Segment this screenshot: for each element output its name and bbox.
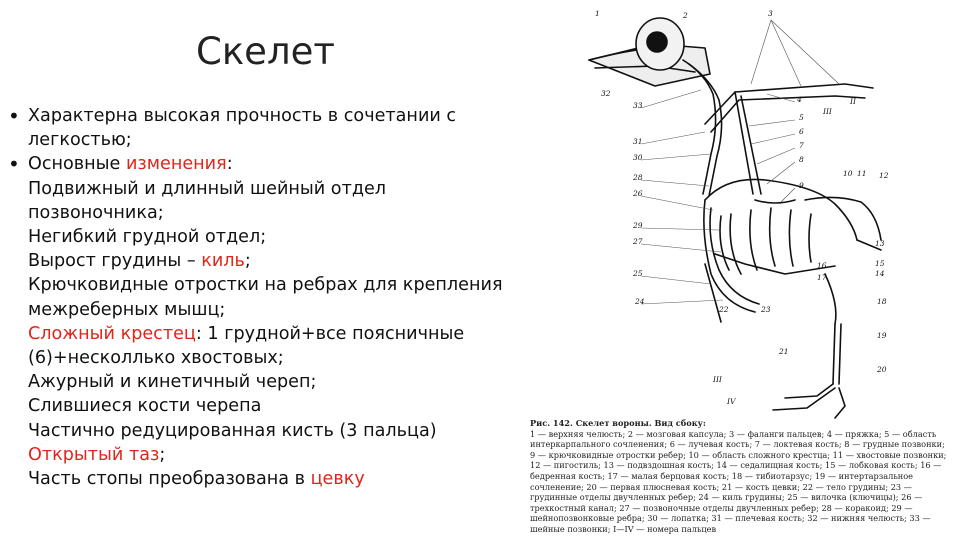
feature-line: Негибкий грудной отдел; bbox=[28, 227, 267, 248]
bullet-icon: • bbox=[8, 152, 20, 177]
svg-text:IV: IV bbox=[727, 397, 736, 406]
svg-text:16: 16 bbox=[817, 261, 827, 270]
svg-text:18: 18 bbox=[877, 297, 887, 306]
svg-text:27: 27 bbox=[633, 237, 643, 246]
caption-title: Рис. 142. Скелет вороны. Вид сбоку: bbox=[530, 418, 706, 428]
slide-title: Скелет bbox=[196, 30, 335, 73]
feature-line: Слившиеся кости черепа bbox=[28, 396, 262, 417]
svg-text:4: 4 bbox=[797, 95, 802, 104]
feature-line: Частично редуцированная кисть (3 пальца) bbox=[28, 420, 437, 441]
feature-line: Вырост грудины – bbox=[28, 251, 202, 272]
svg-text:17: 17 bbox=[817, 273, 827, 282]
svg-text:24: 24 bbox=[635, 297, 645, 306]
svg-text:25: 25 bbox=[633, 269, 643, 278]
feature-line: Ажурный и кинетичный череп; bbox=[28, 372, 317, 393]
svg-text:11: 11 bbox=[857, 169, 867, 178]
caption-body: 1 — верхняя челюсть; 2 — мозговая капсула; 3 — фаланги пальцев; 4 — пряжка; 5 — область интеркарпального сочленения; 6 — лучевая кость; 7 — локтевая кость; 8 — грудные позвонки; 9 — крючковидные отростки ребер; 10 — область сложного крестца; 11 — хвостовые позвонки; 12 — пигостиль; 13 — подвздошная кость; 14 — седалищная кость; 15 — лобковая кость; 16 — бедренная кость; 17 — малая берцовая кость; 18 — тибиотарзус; 19 — интертарзальное сочленение; 20 — первая плюсневая кость; 21 — кость цевки; 22 — тело грудины; 23 — грудинные отделы двучленных ребер; 24 — киль грудины; 25 — вилочка (ключицы); 26 — трехкостный канал; 27 — позвоночные отделы двучленных ребер; 28 — коракоид; 29 — шейнопозвонковые ребра; 30 — лопатка; 31 — плечевая кость; 32 — нижняя челюсть; 33 — шейные позвонки; I—IV — номера пальцев bbox=[530, 428, 947, 534]
svg-text:6: 6 bbox=[799, 127, 804, 136]
feature-line: Часть стопы преобразована в bbox=[28, 469, 311, 490]
svg-text:8: 8 bbox=[799, 155, 804, 164]
figure-caption bbox=[530, 418, 950, 535]
bullet-intro: Основные bbox=[28, 154, 126, 175]
svg-text:31: 31 bbox=[633, 137, 643, 146]
svg-text:20: 20 bbox=[877, 365, 887, 374]
bullet-text: Характерна высокая прочность в сочетании с легкостью; bbox=[28, 106, 457, 151]
svg-text:III: III bbox=[823, 107, 832, 116]
svg-text:5: 5 bbox=[799, 113, 804, 122]
svg-text:26: 26 bbox=[633, 189, 643, 198]
bullet-icon: • bbox=[8, 104, 20, 128]
bullet-text: : bbox=[226, 154, 233, 175]
svg-text:32: 32 bbox=[601, 89, 611, 98]
svg-text:10: 10 bbox=[843, 169, 853, 178]
feature-line: : 1 грудной+все поясничные (6)+несколлько хвостовых; bbox=[28, 323, 465, 369]
highlight-text: цевку bbox=[310, 469, 365, 490]
bullet-list bbox=[8, 104, 508, 491]
svg-text:21: 21 bbox=[779, 347, 789, 356]
highlight-text: изменения bbox=[125, 154, 227, 175]
feature-line: Подвижный и длинный шейный отдел позвоночника; bbox=[28, 178, 387, 223]
svg-text:9: 9 bbox=[799, 181, 804, 190]
svg-text:29: 29 bbox=[633, 221, 643, 230]
svg-text:3: 3 bbox=[768, 9, 773, 18]
feature-line: ; bbox=[159, 444, 166, 465]
bullet-item bbox=[8, 104, 508, 152]
svg-text:33: 33 bbox=[633, 101, 643, 110]
svg-text:13: 13 bbox=[875, 239, 885, 248]
svg-text:12: 12 bbox=[879, 171, 889, 180]
svg-text:28: 28 bbox=[633, 173, 643, 182]
svg-text:II: II bbox=[850, 97, 856, 106]
svg-text:30: 30 bbox=[633, 153, 643, 162]
svg-text:23: 23 bbox=[761, 305, 771, 314]
svg-text:III: III bbox=[713, 375, 722, 384]
svg-text:7: 7 bbox=[799, 141, 804, 150]
feature-line: ; bbox=[244, 251, 251, 272]
highlight-text: Сложный крестец bbox=[28, 323, 196, 344]
feature-line: Крючковидные отростки на ребрах для крепления межреберных мышц; bbox=[28, 275, 503, 320]
highlight-text: Открытый таз bbox=[28, 444, 160, 465]
svg-text:22: 22 bbox=[719, 305, 729, 314]
svg-text:1: 1 bbox=[595, 9, 600, 18]
highlight-text: киль bbox=[201, 251, 245, 272]
svg-text:19: 19 bbox=[877, 331, 887, 340]
svg-text:15: 15 bbox=[875, 259, 885, 268]
bullet-item bbox=[8, 152, 508, 491]
svg-text:14: 14 bbox=[875, 269, 885, 278]
svg-text:2: 2 bbox=[683, 11, 688, 20]
